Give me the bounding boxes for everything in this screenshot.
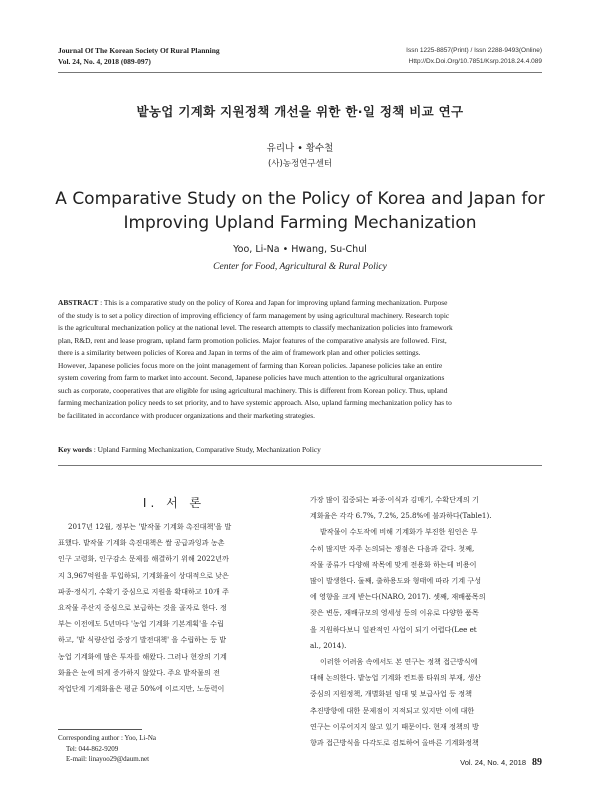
body-line: 연구는 이루어지지 않고 있기 때문이다. 현재 정책의 방 xyxy=(310,721,479,731)
english-affiliation: Center for Food, Agricultural & Rural Policy xyxy=(213,262,387,272)
abstract-line: of the study is to set a policy direction of improving efficiency of farm management by using agricultural machinery. Research topic xyxy=(58,310,450,320)
author-email: E-mail: linayoo29@daum.net xyxy=(66,755,150,763)
right-column xyxy=(310,492,542,751)
body-line: 농업 기계화에 많은 투자를 해왔다. 그러나 현장의 기계 xyxy=(58,651,227,661)
issn-header xyxy=(406,45,542,67)
korean-authors: 유리나 • 황수철 xyxy=(266,143,334,154)
body-line: 표했다. 밭작물 기계화 촉진대책은 쌀 공급과잉과 농촌 xyxy=(58,538,225,548)
footnote xyxy=(58,733,156,765)
english-authors: Yoo, Li-Na • Hwang, Su-Chul xyxy=(233,244,367,255)
body-line: 에 영향을 크게 받는다(NARO, 2017). 셋째, 재배품목의 xyxy=(310,592,486,602)
body-line: 밭작물이 수도작에 비해 기계화가 부진한 원인은 무 xyxy=(320,527,478,537)
journal-header xyxy=(58,45,220,67)
english-title xyxy=(0,187,600,235)
body-line: 을 지원하다보니 일관적인 사업이 되기 어렵다(Lee et xyxy=(310,624,477,634)
body-line: 이러한 어려움 속에서도 본 연구는 정책 접근방식에 xyxy=(320,657,478,667)
abstract-line: plan, R&D, rent and lease program, upland farm promotion policies. Major features of the comparative analysis are followed. First, xyxy=(58,335,447,345)
left-column xyxy=(58,519,290,697)
journal-volume: Vol. 24, No. 4, 2018 (089-097) xyxy=(58,57,151,66)
english-title-line-1: A Comparative Study on the Policy of Korea and Japan for xyxy=(55,189,545,209)
abstract xyxy=(58,297,542,422)
body-line: 하고, '밭 식량산업 중장기 발전대책' 을 수립하는 등 밭 xyxy=(58,635,227,645)
author-tel: Tel: 044-862-9209 xyxy=(66,744,119,753)
keywords-rule xyxy=(58,465,542,466)
doi: Http://Dx.Doi.Org/10.7851/Ksrp.2018.24.4.089 xyxy=(408,58,542,65)
body-line: 파종·정식기, 수확기 중심으로 지원을 확대하고 10개 주 xyxy=(58,586,229,596)
abstract-line: farming mechanization policy needs to set priority, and to have systemic approach. Also, upland farming mechanization policy has to xyxy=(58,398,452,408)
body-line: 수히 많지만 자주 논의되는 쟁점은 다음과 같다. 첫째, xyxy=(310,543,475,553)
section-heading: Ⅰ. 서 론 xyxy=(142,496,206,510)
keywords xyxy=(58,445,542,454)
body-line: 대해 논의한다. 밭농업 기계화 컨트롤 타워의 부재, 생산 xyxy=(310,673,482,683)
body-line: 가장 많이 집중되는 파종·이식과 김매기, 수확단계의 기 xyxy=(310,495,479,504)
body-line: 향과 접근방식을 다각도로 검토하여 올바른 기계화정책 xyxy=(310,738,479,748)
footnote-rule xyxy=(58,729,142,730)
keywords-text: : Upland Farming Mechanization, Comparative Study, Mechanization Policy xyxy=(93,445,321,454)
body-line: 지 3,967억원을 투입하되, 기계화율이 상대적으로 낮은 xyxy=(58,570,229,580)
body-line: 화율은 눈에 띄게 증가하지 않았다. 주요 밭작물의 전 xyxy=(58,667,220,677)
abstract-label: ABSTRACT xyxy=(58,298,99,307)
body-line: 2017년 12월, 정부는 '밭작물 기계화 촉진대책'을 발 xyxy=(68,522,232,531)
abstract-line: ABSTRACT : This is a comparative study on the policy of Korea and Japan for improving upland farming mechanization. Purpose xyxy=(58,298,448,307)
body-line: 부는 이전에도 5년마다 '농업 기계화 기본계획'을 수립 xyxy=(58,619,224,629)
page-number: 89 xyxy=(532,757,542,768)
page-footer xyxy=(460,757,542,768)
header-rule xyxy=(58,72,542,73)
body-line: al., 2014). xyxy=(310,640,347,650)
abstract-line: there is a similarity between policies of Korea and Japan in terms of the aim of framework plan and other policies settings. xyxy=(58,348,421,358)
abstract-line: such as corporate, cooperatives that are eligible for using agricultural machinery. This is different from Korean policy. Thus, upland xyxy=(58,385,448,395)
abstract-line: However, Japanese policies focus more on the joint management of farming than Korean policies. Japanese policies take an entire xyxy=(58,360,443,370)
body-line: 중심의 지원정책, 개별화된 임대 및 보급사업 등 정책 xyxy=(310,689,472,699)
korean-affiliation: (사)농정연구센터 xyxy=(267,159,333,169)
body-line: 요작물 주산지 중심으로 보급하는 것을 골자로 한다. 정 xyxy=(58,603,227,613)
body-line: 인구 고령화, 인구감소 문제를 해결하기 위해 2022년까 xyxy=(58,554,229,564)
abstract-line: is the agricultural mechanization policy at the national level. The research attempts to classify mechanization policies into framework xyxy=(58,323,453,333)
english-title-line-2: Improving Upland Farming Mechanization xyxy=(123,213,477,233)
corresponding-author: Corresponding author : Yoo, Li-Na xyxy=(58,734,156,742)
footer-issue: Vol. 24, No. 4, 2018 xyxy=(460,758,526,767)
journal-name: Journal Of The Korean Society Of Rural Planning xyxy=(58,46,220,55)
abstract-line: system covering from farm to market into account. Second, Japanese policies have much attention to the agricultural organizations xyxy=(58,373,445,383)
body-line: 많이 발생한다. 둘째, 출하용도와 형태에 따라 기계 구성 xyxy=(310,576,482,586)
body-line: 잦은 변동, 재배규모의 영세성 등의 이유로 다양한 품목 xyxy=(310,608,479,618)
keywords-label: Key words xyxy=(58,445,92,454)
issn: Issn 1225-8857(Print) / Issn 2288-9493(Online) xyxy=(406,47,542,54)
korean-title: 밭농업 기계화 지원정책 개선을 위한 한·일 정책 비교 연구 xyxy=(136,104,464,119)
body-line: 작업단계 기계화율은 평균 50%에 이르지만, 노동력이 xyxy=(58,684,225,694)
body-line: 계화율은 각각 6.7%, 7.2%, 25.8%에 불과하다(Table1). xyxy=(310,511,492,521)
body-line: 작물 종류가 다양해 작목에 맞게 전용화 하는데 비용이 xyxy=(310,559,477,569)
body-line: 추진방향에 대한 문제점이 지적되고 있지만 이에 대한 xyxy=(310,705,475,715)
abstract-line: be facilitated in accordance with producer organizations and their marketing strategies. xyxy=(58,410,315,420)
